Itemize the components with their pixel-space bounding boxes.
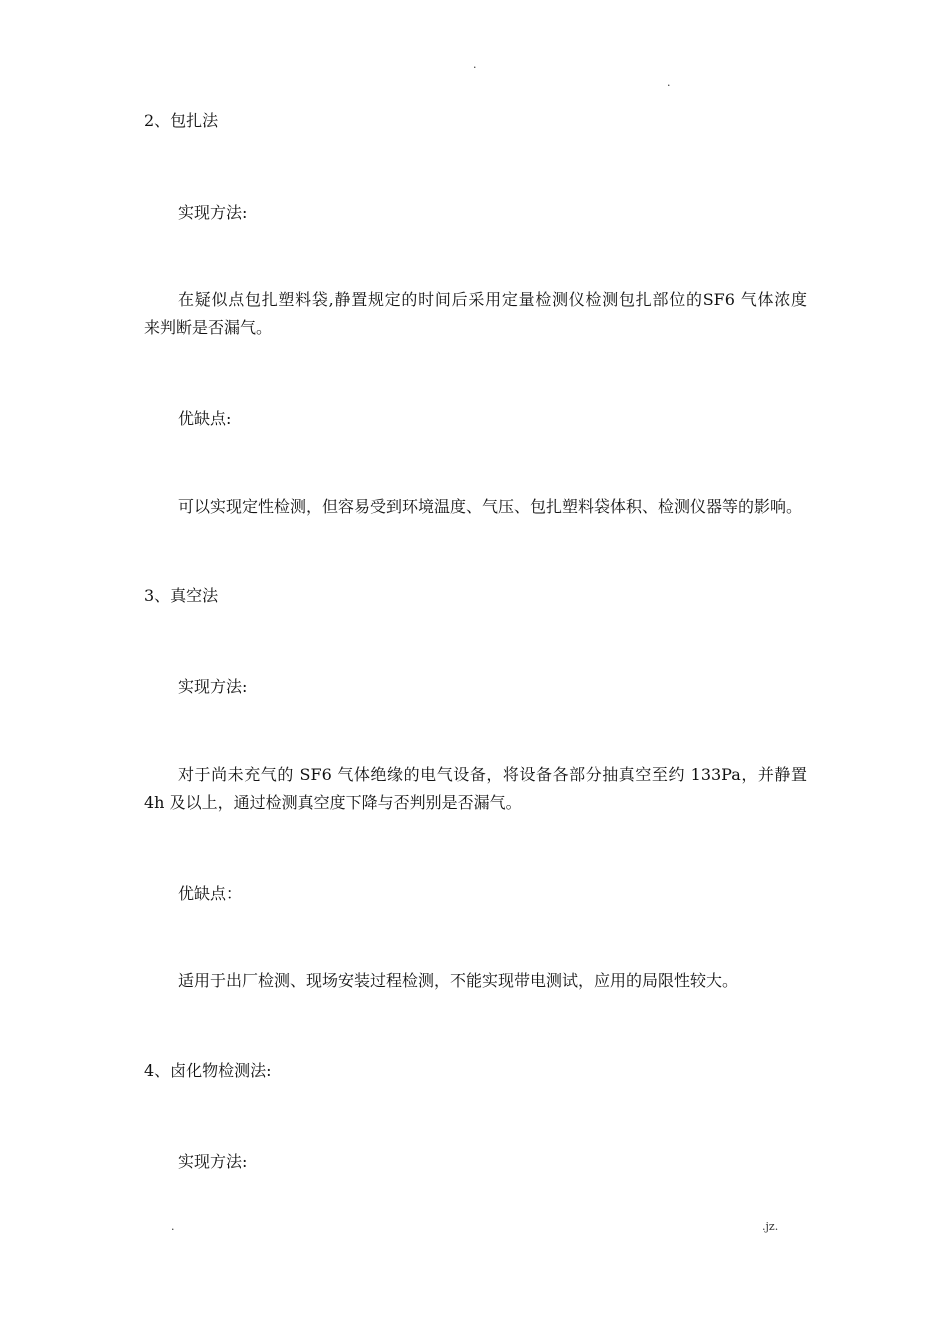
method-paragraph-2 — [144, 286, 807, 342]
section-heading-2: 2、包扎法 — [144, 111, 219, 130]
header-dot-left: . — [473, 58, 477, 71]
pros-label-3: 优缺点： — [178, 884, 243, 903]
section-heading-3: 3、真空法 — [144, 586, 219, 605]
header-dot-right: . — [667, 76, 671, 89]
section-heading-4: 4、卤化物检测法: — [144, 1061, 272, 1080]
footer-mark-right: .jz. — [762, 1220, 779, 1233]
method-label-4: 实现方法: — [178, 1152, 248, 1171]
method-paragraph-3 — [144, 761, 807, 817]
footer-dot-left: . — [171, 1220, 175, 1233]
method-line-1: 在疑似点包扎塑料袋,静置规定的时间后采用定量检测仪检测包扎部位的SF6 气体浓度 — [178, 290, 807, 309]
method-line-1: 对于尚未充气的 SF6 气体绝缘的电气设备，将设备各部分抽真空至约 133Pa，并静置 — [178, 765, 807, 784]
pros-text-2: 可以实现定性检测，但容易受到环境温度、气压、包扎塑料袋体积、检测仪器等的影响。 — [178, 497, 803, 516]
method-line-2: 来判断是否漏气。 — [144, 318, 273, 337]
method-line-2: 4h 及以上，通过检测真空度下降与否判别是否漏气。 — [144, 793, 522, 812]
method-label-3: 实现方法: — [178, 677, 248, 696]
method-label-2: 实现方法: — [178, 203, 248, 222]
pros-label-2: 优缺点: — [178, 409, 232, 428]
pros-text-3: 适用于出厂检测、现场安装过程检测，不能实现带电测试，应用的局限性较大。 — [178, 971, 739, 990]
